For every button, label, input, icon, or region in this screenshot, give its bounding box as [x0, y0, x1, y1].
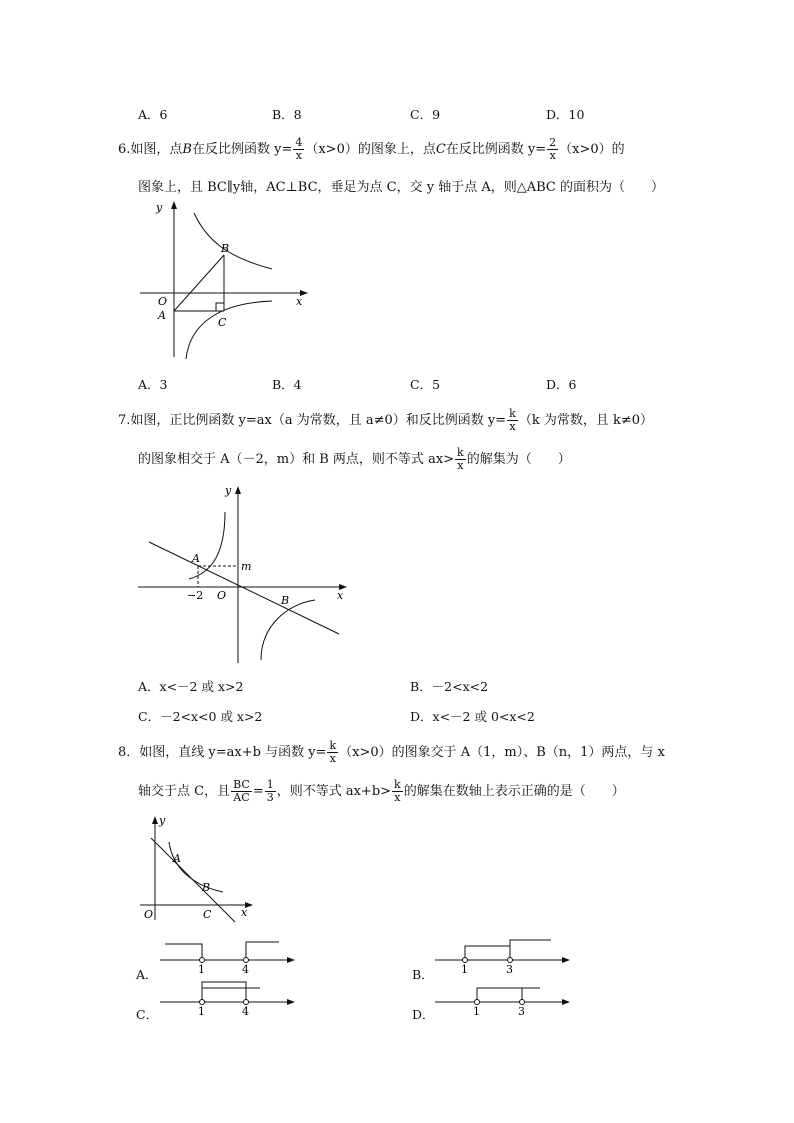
q7-option-b: B．－2<x<2	[410, 679, 489, 694]
q8-fraction-bc-ac: $\frac{BC}{AC}$	[233, 778, 250, 804]
q6-label-c: C	[218, 316, 227, 329]
q8-b-tick-1: 1	[461, 963, 468, 976]
q7-line1: 7.如图，正比例函数 y=ax（a 为常数，且 a≠0）和反比例函数 y= $\frac{k}{x}$ （k 为常数，且 k≠0）	[118, 407, 654, 433]
q6-label-a: A	[158, 309, 166, 322]
q7-option-a: A．x<－2 或 x>2	[138, 679, 244, 694]
q6-curve-upper	[194, 213, 272, 269]
q6-label-o: O	[158, 295, 168, 308]
q6-curve-lower	[186, 301, 272, 359]
q7-curve-upper	[189, 512, 225, 579]
q7-label-a: A	[192, 552, 200, 565]
q8-option-a-numberline	[155, 940, 300, 976]
q8-label-y: y	[159, 814, 166, 827]
q8-label-b: B	[202, 881, 211, 894]
q7-label-y: y	[225, 484, 232, 497]
q6-right-angle	[216, 303, 224, 311]
q8-figure	[135, 812, 260, 924]
q7-option-c: C．－2<x<0 或 x>2	[138, 709, 263, 724]
q5-option-c: C．9	[410, 107, 441, 122]
q6-figure	[130, 195, 320, 365]
q8-line2: 轴交于点 C，且 $\frac{BC}{AC}$ = $\frac{1}{3}$ ，则不等式 ax+b> $\frac{k}{x}$ 的解集在数轴上表示正确的是（ ）	[138, 778, 625, 804]
q5-option-a: A．6	[138, 107, 168, 122]
q8-label-o: O	[144, 908, 154, 921]
q8-label-c: C	[203, 908, 212, 921]
q8-d-tick-1: 1	[473, 1005, 480, 1018]
q5-option-b: B．8	[272, 107, 302, 122]
q6-label-b: B	[221, 242, 230, 255]
q8-option-b-numberline	[430, 938, 575, 976]
q7-y-arrow	[235, 486, 241, 494]
q7-label-x: x	[337, 589, 344, 602]
q8-c-tick-1: 1	[198, 1005, 205, 1018]
q6-label-x: x	[296, 295, 303, 308]
q6-option-b: B．4	[272, 377, 302, 392]
q6-option-a: A．3	[138, 377, 168, 392]
q7-label-neg2: −2	[187, 589, 204, 602]
q7-label-b: B	[281, 594, 290, 607]
q8-curve	[169, 842, 223, 892]
q8-fraction-k-x: $\frac{k}{x}$	[329, 739, 337, 765]
q8-a-tick-1: 1	[198, 963, 205, 976]
q8-fraction-1-3: $\frac{1}{3}$	[266, 778, 274, 804]
q6-option-c: C．5	[410, 377, 441, 392]
q8-option-d-label: D．	[412, 1007, 435, 1022]
q7-line2: 的图象相交于 A（－2，m）和 B 两点，则不等式 ax> $\frac{k}{x}$ 的解集为（ ）	[138, 446, 571, 472]
q8-option-c-label: C．	[136, 1007, 159, 1022]
q7-fraction-k-x-2: $\frac{k}{x}$	[457, 446, 464, 472]
q7-option-d: D．x<－2 或 0<x<2	[410, 709, 535, 724]
q6-label-y: y	[156, 201, 163, 214]
q7-figure	[135, 478, 355, 668]
q8-y-arrow	[152, 816, 158, 824]
q8-line1: 8．如图，直线 y=ax+b 与函数 y= $\frac{k}{x}$ （x>0）的图象交于 A（1，m）、B（n，1）两点，与 x	[118, 739, 665, 765]
q8-option-b-label: B．	[412, 967, 434, 982]
q8-label-a: A	[173, 852, 181, 865]
q6-fraction-2-x: $\frac{2}{x}$	[549, 136, 557, 162]
q8-fraction-k-x-2: $\frac{k}{x}$	[394, 778, 401, 804]
q8-c-tick-4: 4	[242, 1005, 249, 1018]
q6-y-arrow	[171, 201, 177, 209]
q8-label-x: x	[241, 906, 248, 919]
q7-line-y-ax	[149, 542, 339, 634]
q8-d-tick-3: 3	[518, 1005, 525, 1018]
q7-label-m: m	[241, 560, 252, 573]
q6-option-d: D．6	[546, 377, 577, 392]
q6-line1: 6.如图，点B在反比例函数 y= $\frac{4}{x}$ （x>0）的图象上，点C在反比例函数 y= $\frac{2}{x}$ （x>0）的	[118, 136, 625, 162]
q6-fraction-4-x: $\frac{4}{x}$	[295, 136, 303, 162]
q6-line2: 图象上，且 BC∥y轴，AC⊥BC，垂足为点 C，交 y 轴于点 A，则△ABC 的面积为（ ）	[138, 180, 664, 195]
q5-option-d: D．10	[546, 107, 585, 122]
q7-label-o: O	[217, 589, 227, 602]
q8-option-d-numberline	[430, 980, 575, 1018]
q8-b-tick-3: 3	[506, 963, 513, 976]
q8-option-a-label: A．	[136, 967, 158, 982]
q7-fraction-k-x: $\frac{k}{x}$	[509, 407, 516, 433]
q8-option-c-numberline	[155, 980, 300, 1018]
q8-a-tick-4: 4	[242, 963, 249, 976]
